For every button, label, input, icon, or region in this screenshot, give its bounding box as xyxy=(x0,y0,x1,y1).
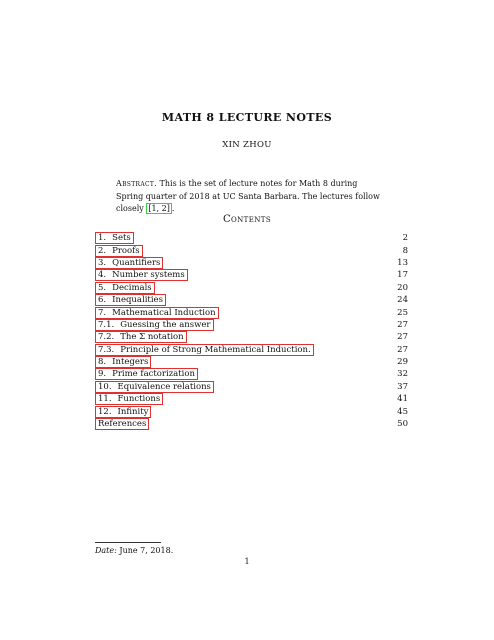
toc-row xyxy=(95,269,408,281)
toc-entry-label: Guessing the answer xyxy=(120,319,211,330)
toc-link[interactable] xyxy=(95,257,163,269)
toc-link[interactable] xyxy=(95,368,198,380)
abstract-end: . xyxy=(171,204,175,213)
toc-row xyxy=(95,344,408,356)
toc-entry-label: Mathematical Induction xyxy=(112,307,216,318)
toc-link[interactable] xyxy=(95,381,214,393)
toc-row xyxy=(95,405,408,417)
toc-entry-label: Prime factorization xyxy=(112,369,195,380)
toc-entry-number: 5. xyxy=(98,282,107,293)
toc-row xyxy=(95,282,408,294)
abstract-text: This is the set of lecture notes for Math 8 during Spring quarter of 2018 at UC Santa Barbara. The lectures follow closely xyxy=(116,179,380,213)
toc-page-number: 29 xyxy=(397,357,408,368)
toc-row xyxy=(95,381,408,393)
toc-link[interactable] xyxy=(95,331,187,343)
toc-page-number: 8 xyxy=(402,245,408,256)
toc-entry-label: Principle of Strong Mathematical Induction. xyxy=(120,344,311,355)
toc-page-number: 24 xyxy=(397,295,408,306)
toc-entry-number: 12. xyxy=(98,406,112,417)
toc-row xyxy=(95,306,408,318)
toc-row xyxy=(95,368,408,380)
toc-row xyxy=(95,257,408,269)
toc-entry-number: 1. xyxy=(98,233,107,244)
toc-entry-number: 8. xyxy=(98,357,107,368)
toc-entry-label: Infinity xyxy=(117,406,149,417)
toc-link[interactable] xyxy=(95,282,155,294)
toc-row xyxy=(95,319,408,331)
toc-entry-number: 6. xyxy=(98,295,107,306)
toc-entry-label: Decimals xyxy=(112,282,152,293)
toc-page-number: 50 xyxy=(397,419,408,430)
toc-entry-label: Number systems xyxy=(112,270,185,281)
toc-entry-label: Inequalities xyxy=(112,295,163,306)
toc-page-number: 25 xyxy=(397,307,408,318)
toc-row xyxy=(95,244,408,256)
toc-link[interactable] xyxy=(95,356,151,368)
toc-page-number: 2 xyxy=(402,233,408,244)
toc-link[interactable] xyxy=(95,294,166,306)
toc-entry-label: Integers xyxy=(112,357,149,368)
abstract-label: Abstract. xyxy=(116,179,157,188)
toc-link[interactable] xyxy=(95,245,143,257)
toc-page-number: 17 xyxy=(397,270,408,281)
footnote xyxy=(95,546,173,555)
toc-page-number: 27 xyxy=(397,319,408,330)
toc-entry-number: 9. xyxy=(98,369,107,380)
toc-link[interactable] xyxy=(95,393,163,405)
toc-link[interactable] xyxy=(95,269,188,281)
toc-entry-number: 2. xyxy=(98,245,107,256)
toc-entry-label: Equivalence relations xyxy=(117,381,211,392)
toc-entry-number: 10. xyxy=(98,381,112,392)
footnote-text: June 7, 2018. xyxy=(119,546,174,555)
toc-entry-number: 4. xyxy=(98,270,107,281)
toc-page-number: 27 xyxy=(397,332,408,343)
toc-page-number: 32 xyxy=(397,369,408,380)
toc-link[interactable] xyxy=(95,319,214,331)
toc-link[interactable] xyxy=(95,344,314,356)
toc-page-number: 41 xyxy=(397,394,408,405)
table-of-contents xyxy=(95,232,408,430)
contents-heading: Contents xyxy=(222,214,272,225)
footnote-rule xyxy=(95,542,161,543)
toc-row xyxy=(95,232,408,244)
toc-entry-label: The Σ notation xyxy=(120,332,184,343)
toc-row xyxy=(95,418,408,430)
toc-link[interactable] xyxy=(95,232,134,244)
toc-row xyxy=(95,294,408,306)
toc-entry-label: Functions xyxy=(117,394,161,405)
toc-entry-label: Quantifiers xyxy=(112,257,161,268)
toc-entry-number: 7.2. xyxy=(98,332,115,343)
toc-entry-label: Proofs xyxy=(112,245,140,256)
toc-page-number: 20 xyxy=(397,282,408,293)
toc-entry-label: References xyxy=(98,419,147,430)
toc-entry-number: 7. xyxy=(98,307,107,318)
toc-row xyxy=(95,393,408,405)
toc-page-number: 13 xyxy=(397,257,408,268)
paper-author: XIN ZHOU xyxy=(222,140,272,150)
toc-entry-label: Sets xyxy=(112,233,131,244)
paper-title: MATH 8 LECTURE NOTES xyxy=(161,111,333,124)
toc-entry-number: 11. xyxy=(98,394,112,405)
toc-link[interactable] xyxy=(95,406,151,418)
toc-page-number: 37 xyxy=(397,381,408,392)
toc-link[interactable] xyxy=(95,307,219,319)
toc-row xyxy=(95,331,408,343)
page-number: 1 xyxy=(244,557,250,566)
toc-row xyxy=(95,356,408,368)
toc-entry-number: 7.1. xyxy=(98,319,115,330)
abstract xyxy=(116,178,386,216)
toc-link[interactable] xyxy=(95,418,149,430)
toc-page-number: 27 xyxy=(397,344,408,355)
toc-entry-number: 7.3. xyxy=(98,344,115,355)
citation-link[interactable]: [1, 2] xyxy=(148,204,170,213)
toc-page-number: 45 xyxy=(397,406,408,417)
footnote-label: Date: xyxy=(95,546,117,555)
toc-entry-number: 3. xyxy=(98,257,107,268)
